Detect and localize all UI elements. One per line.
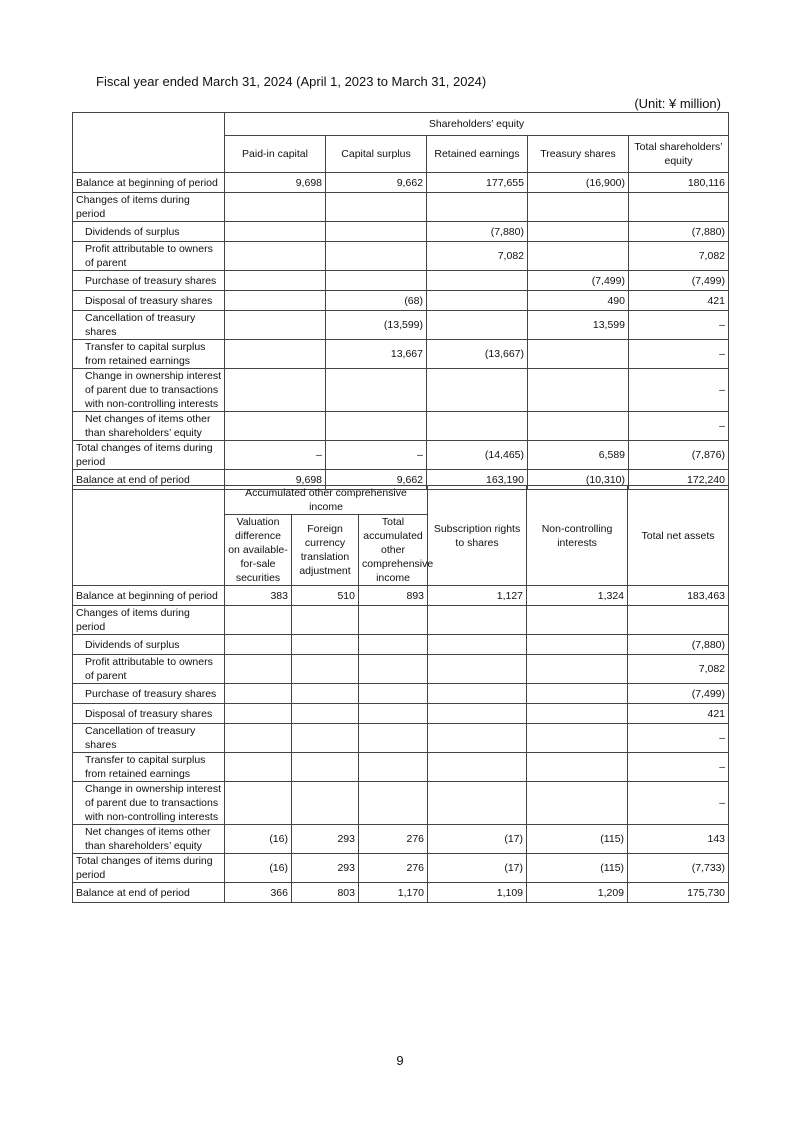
value-cell: –	[629, 340, 729, 369]
value-cell: –	[628, 724, 729, 753]
value-cell	[359, 753, 428, 782]
row-label: Purchase of treasury shares	[73, 271, 225, 291]
row-label: Profit attributable to owners of parent	[73, 242, 225, 271]
value-cell: 293	[292, 825, 359, 854]
value-cell	[428, 684, 527, 704]
value-cell	[326, 242, 427, 271]
value-cell	[292, 635, 359, 655]
table-row	[73, 782, 729, 825]
shareholders-equity-table	[72, 112, 729, 490]
value-cell: 7,082	[427, 242, 528, 271]
table-row	[73, 340, 729, 369]
value-cell: (16)	[225, 825, 292, 854]
row-label: Disposal of treasury shares	[73, 704, 225, 724]
value-cell	[225, 311, 326, 340]
value-cell	[428, 753, 527, 782]
value-cell	[629, 193, 729, 222]
value-cell	[427, 311, 528, 340]
value-cell: 9,698	[225, 470, 326, 490]
value-cell: 383	[225, 586, 292, 606]
value-cell: (16)	[225, 854, 292, 883]
value-cell	[359, 724, 428, 753]
value-cell: (115)	[527, 854, 628, 883]
row-label: Purchase of treasury shares	[73, 684, 225, 704]
value-cell	[527, 684, 628, 704]
column-header: Retained earnings	[427, 136, 528, 173]
value-cell: 7,082	[629, 242, 729, 271]
row-label: Changes of items during period	[73, 606, 225, 635]
row-label: Balance at end of period	[73, 470, 225, 490]
row-label: Cancellation of treasury shares	[73, 724, 225, 753]
table-body	[73, 173, 729, 490]
value-cell: 276	[359, 825, 428, 854]
column-header: Total shareholders’ equity	[629, 136, 729, 173]
value-cell	[225, 271, 326, 291]
value-cell: 13,599	[528, 311, 629, 340]
value-cell: (17)	[428, 825, 527, 854]
value-cell: –	[326, 441, 427, 470]
value-cell: 175,730	[628, 883, 729, 903]
value-cell	[292, 655, 359, 684]
value-cell: 1,109	[428, 883, 527, 903]
value-cell	[292, 724, 359, 753]
row-label: Balance at beginning of period	[73, 173, 225, 193]
value-cell	[428, 704, 527, 724]
table-row	[73, 311, 729, 340]
row-label: Balance at beginning of period	[73, 586, 225, 606]
value-cell	[528, 242, 629, 271]
value-cell	[225, 635, 292, 655]
value-cell	[628, 606, 729, 635]
value-cell	[427, 291, 528, 311]
value-cell	[225, 242, 326, 271]
value-cell	[527, 704, 628, 724]
row-label: Total changes of items during period	[73, 854, 225, 883]
value-cell	[225, 222, 326, 242]
column-header: Foreign currency translation adjustment	[292, 515, 359, 586]
page-number: 9	[396, 1053, 404, 1068]
value-cell	[427, 412, 528, 441]
value-cell: 13,667	[326, 340, 427, 369]
value-cell	[225, 412, 326, 441]
table-row	[73, 271, 729, 291]
value-cell	[225, 782, 292, 825]
value-cell	[225, 704, 292, 724]
value-cell	[428, 724, 527, 753]
row-label: Transfer to capital surplus from retained earnings	[73, 340, 225, 369]
value-cell	[528, 340, 629, 369]
value-cell	[292, 753, 359, 782]
comprehensive-income-table	[72, 485, 729, 903]
unit-label: (Unit: ¥ million)	[634, 96, 721, 111]
value-cell: (115)	[527, 825, 628, 854]
value-cell: 1,209	[527, 883, 628, 903]
value-cell	[427, 369, 528, 412]
value-cell: 143	[628, 825, 729, 854]
value-cell	[225, 369, 326, 412]
column-header: Non-controlling interests	[527, 486, 628, 586]
value-cell: 490	[528, 291, 629, 311]
row-label: Dividends of surplus	[73, 635, 225, 655]
value-cell: (7,880)	[629, 222, 729, 242]
column-header: Paid-in capital	[225, 136, 326, 173]
table-row	[73, 883, 729, 903]
table-row	[73, 635, 729, 655]
row-label: Profit attributable to owners of parent	[73, 655, 225, 684]
value-cell	[225, 606, 292, 635]
table-row	[73, 173, 729, 193]
value-cell	[527, 635, 628, 655]
row-label: Change in ownership interest of parent due to transactions with non-controlling interests	[73, 782, 225, 825]
column-header: Subscription rights to shares	[428, 486, 527, 586]
value-cell: 421	[628, 704, 729, 724]
row-label: Net changes of items other than shareholders’ equity	[73, 412, 225, 441]
value-cell	[326, 193, 427, 222]
value-cell	[427, 271, 528, 291]
value-cell: (13,667)	[427, 340, 528, 369]
row-label: Balance at end of period	[73, 883, 225, 903]
group-header-accumulated-oci: Accumulated other comprehensive income	[225, 486, 428, 515]
value-cell: (68)	[326, 291, 427, 311]
value-cell	[225, 655, 292, 684]
value-cell: 421	[629, 291, 729, 311]
value-cell	[326, 369, 427, 412]
table-row	[73, 704, 729, 724]
value-cell: –	[629, 412, 729, 441]
value-cell	[359, 635, 428, 655]
value-cell: (7,499)	[528, 271, 629, 291]
value-cell	[528, 222, 629, 242]
value-cell: 163,190	[427, 470, 528, 490]
value-cell: –	[225, 441, 326, 470]
value-cell: (7,880)	[427, 222, 528, 242]
value-cell: 6,589	[528, 441, 629, 470]
value-cell	[225, 753, 292, 782]
value-cell	[427, 193, 528, 222]
group-header-shareholders-equity: Shareholders’ equity	[225, 113, 729, 136]
row-label: Transfer to capital surplus from retained earnings	[73, 753, 225, 782]
row-label: Dividends of surplus	[73, 222, 225, 242]
value-cell	[225, 193, 326, 222]
table-row	[73, 242, 729, 271]
value-cell: 7,082	[628, 655, 729, 684]
value-cell	[528, 193, 629, 222]
value-cell: 183,463	[628, 586, 729, 606]
value-cell	[359, 704, 428, 724]
value-cell: 293	[292, 854, 359, 883]
table-row	[73, 193, 729, 222]
value-cell	[527, 724, 628, 753]
value-cell	[528, 369, 629, 412]
value-cell	[359, 684, 428, 704]
value-cell: –	[628, 753, 729, 782]
value-cell: –	[629, 311, 729, 340]
value-cell	[428, 782, 527, 825]
table-row	[73, 854, 729, 883]
value-cell	[225, 291, 326, 311]
value-cell	[527, 606, 628, 635]
value-cell: (16,900)	[528, 173, 629, 193]
value-cell	[292, 782, 359, 825]
value-cell: (13,599)	[326, 311, 427, 340]
report-heading: Fiscal year ended March 31, 2024 (April 1, 2023 to March 31, 2024)	[96, 74, 487, 89]
value-cell	[326, 222, 427, 242]
column-header: Valuation difference on available-for-sale securities	[225, 515, 292, 586]
table-body	[73, 586, 729, 903]
column-header: Total net assets	[628, 486, 729, 586]
stub-header-cell	[73, 486, 225, 586]
row-label: Cancellation of treasury shares	[73, 311, 225, 340]
value-cell: (17)	[428, 854, 527, 883]
value-cell: 1,127	[428, 586, 527, 606]
value-cell: 803	[292, 883, 359, 903]
row-label: Net changes of items other than shareholders’ equity	[73, 825, 225, 854]
value-cell	[527, 782, 628, 825]
value-cell	[292, 606, 359, 635]
table-row	[73, 684, 729, 704]
row-label: Total changes of items during period	[73, 441, 225, 470]
value-cell	[359, 782, 428, 825]
value-cell: 366	[225, 883, 292, 903]
table-row	[73, 655, 729, 684]
value-cell: 177,655	[427, 173, 528, 193]
value-cell: –	[629, 369, 729, 412]
column-header: Total accumulated other comprehensive income	[359, 515, 428, 586]
value-cell: 510	[292, 586, 359, 606]
table-row	[73, 586, 729, 606]
value-cell: 9,662	[326, 173, 427, 193]
value-cell: (7,876)	[629, 441, 729, 470]
value-cell	[527, 753, 628, 782]
table-row	[73, 606, 729, 635]
table-row	[73, 724, 729, 753]
value-cell	[359, 655, 428, 684]
row-label: Disposal of treasury shares	[73, 291, 225, 311]
value-cell: (7,499)	[628, 684, 729, 704]
value-cell: (7,733)	[628, 854, 729, 883]
value-cell: (14,465)	[427, 441, 528, 470]
value-cell	[225, 724, 292, 753]
table-row	[73, 441, 729, 470]
value-cell: 9,698	[225, 173, 326, 193]
value-cell: (7,880)	[628, 635, 729, 655]
value-cell	[225, 340, 326, 369]
value-cell	[428, 635, 527, 655]
table-row	[73, 222, 729, 242]
table-row	[73, 753, 729, 782]
value-cell	[225, 684, 292, 704]
value-cell	[292, 684, 359, 704]
value-cell: 893	[359, 586, 428, 606]
value-cell	[528, 412, 629, 441]
value-cell: 180,116	[629, 173, 729, 193]
value-cell: 172,240	[629, 470, 729, 490]
value-cell	[326, 271, 427, 291]
value-cell: (10,310)	[528, 470, 629, 490]
value-cell	[359, 606, 428, 635]
column-header: Capital surplus	[326, 136, 427, 173]
table-row	[73, 825, 729, 854]
value-cell: (7,499)	[629, 271, 729, 291]
value-cell	[527, 655, 628, 684]
row-label: Changes of items during period	[73, 193, 225, 222]
value-cell	[326, 412, 427, 441]
table-row	[73, 291, 729, 311]
stub-header-cell	[73, 113, 225, 173]
row-label: Change in ownership interest of parent due to transactions with non-controlling interests	[73, 369, 225, 412]
table-row	[73, 369, 729, 412]
value-cell: 9,662	[326, 470, 427, 490]
value-cell	[292, 704, 359, 724]
value-cell	[428, 655, 527, 684]
value-cell: 276	[359, 854, 428, 883]
column-header: Treasury shares	[528, 136, 629, 173]
value-cell: –	[628, 782, 729, 825]
value-cell	[428, 606, 527, 635]
value-cell: 1,324	[527, 586, 628, 606]
table-row	[73, 412, 729, 441]
value-cell: 1,170	[359, 883, 428, 903]
